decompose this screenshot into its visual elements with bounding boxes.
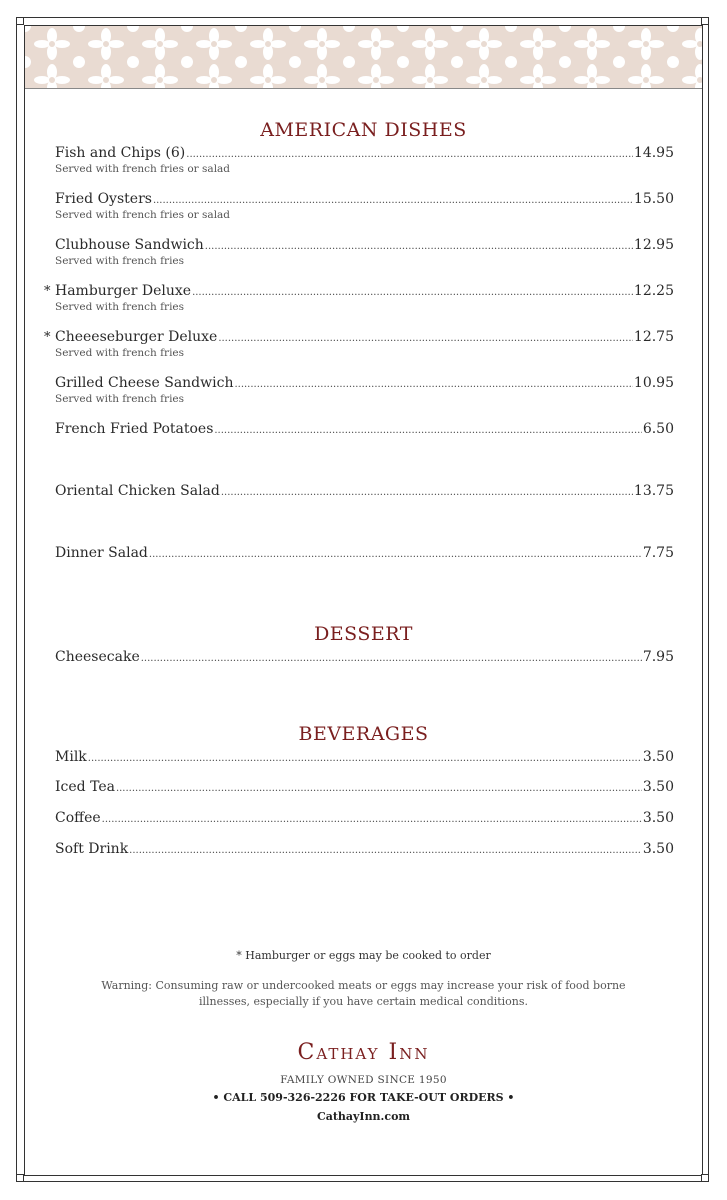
item-price: 15.50 bbox=[633, 191, 674, 207]
menu-item bbox=[55, 483, 674, 499]
corner-ornament bbox=[16, 17, 24, 25]
corner-ornament bbox=[701, 1174, 709, 1182]
item-description: Served with french fries or salad bbox=[55, 163, 231, 175]
leader-dots bbox=[153, 195, 633, 206]
item-price: 7.75 bbox=[642, 545, 674, 561]
item-marker: * bbox=[44, 330, 51, 345]
item-price: 13.75 bbox=[633, 483, 674, 499]
leader-dots bbox=[214, 425, 641, 436]
corner-ornament bbox=[16, 1174, 24, 1182]
tagline: FAMILY OWNED SINCE 1950 bbox=[280, 1074, 447, 1086]
restaurant-name: Cathay Inn bbox=[297, 1040, 430, 1065]
item-description: Served with french fries or salad bbox=[55, 209, 231, 221]
menu-item bbox=[55, 191, 674, 221]
item-description: Served with french fries bbox=[55, 255, 185, 267]
takeout-phone: • CALL 509-326-2226 FOR TAKE-OUT ORDERS • bbox=[212, 1091, 515, 1104]
menu-item bbox=[55, 421, 674, 437]
item-name: Hamburger Deluxe bbox=[55, 283, 192, 299]
decorative-pattern-banner bbox=[25, 26, 702, 89]
menu-item bbox=[55, 649, 674, 665]
menu-item bbox=[55, 375, 674, 405]
leader-dots bbox=[186, 149, 633, 160]
item-price: 12.75 bbox=[633, 329, 674, 345]
menu-item bbox=[55, 329, 674, 359]
section-title-dessert: DESSERT bbox=[314, 623, 413, 645]
menu-item bbox=[55, 237, 674, 267]
menu-item bbox=[55, 749, 674, 765]
item-name: Milk bbox=[55, 749, 87, 765]
item-name: French Fried Potatoes bbox=[55, 421, 214, 437]
leader-dots bbox=[88, 753, 642, 764]
item-price: 7.95 bbox=[642, 649, 674, 665]
item-name: Iced Tea bbox=[55, 779, 115, 795]
item-name: Fried Oysters bbox=[55, 191, 152, 207]
item-name: Fish and Chips (6) bbox=[55, 145, 186, 161]
menu-item bbox=[55, 779, 674, 795]
item-name: Dinner Salad bbox=[55, 545, 148, 561]
item-description: Served with french fries bbox=[55, 347, 185, 359]
leader-dots bbox=[221, 487, 633, 498]
menu-item bbox=[55, 810, 674, 826]
health-warning-line1: Warning: Consuming raw or undercooked meats or eggs may increase your risk of food borne bbox=[101, 979, 626, 992]
leader-dots bbox=[102, 814, 642, 825]
item-name: Grilled Cheese Sandwich bbox=[55, 375, 234, 391]
menu-item bbox=[55, 283, 674, 313]
item-price: 10.95 bbox=[633, 375, 674, 391]
leader-dots bbox=[116, 783, 642, 794]
website-link[interactable]: CathayInn.com bbox=[316, 1110, 411, 1123]
menu-item bbox=[55, 145, 674, 175]
leader-dots bbox=[205, 241, 633, 252]
leader-dots bbox=[149, 549, 642, 560]
item-name: Cheesecake bbox=[55, 649, 140, 665]
leader-dots bbox=[192, 287, 633, 298]
item-description: Served with french fries bbox=[55, 393, 185, 405]
menu-item bbox=[55, 841, 674, 857]
section-title-beverages: BEVERAGES bbox=[298, 723, 429, 745]
item-name: Clubhouse Sandwich bbox=[55, 237, 204, 253]
item-description: Served with french fries bbox=[55, 301, 185, 313]
item-price: 14.95 bbox=[633, 145, 674, 161]
section-title-american: AMERICAN DISHES bbox=[260, 119, 467, 141]
item-name: Cheeeseburger Deluxe bbox=[55, 329, 218, 345]
item-name: Soft Drink bbox=[55, 841, 129, 857]
item-marker: * bbox=[44, 284, 51, 299]
item-price: 12.25 bbox=[633, 283, 674, 299]
corner-ornament bbox=[701, 17, 709, 25]
leader-dots bbox=[218, 333, 633, 344]
item-price: 12.95 bbox=[633, 237, 674, 253]
item-price: 6.50 bbox=[642, 421, 674, 437]
item-price: 3.50 bbox=[642, 810, 674, 826]
item-name: Oriental Chicken Salad bbox=[55, 483, 220, 499]
item-name: Coffee bbox=[55, 810, 101, 826]
leader-dots bbox=[129, 845, 642, 856]
health-warning-line2: illnesses, especially if you have certain medical conditions. bbox=[198, 995, 529, 1008]
item-price: 3.50 bbox=[642, 749, 674, 765]
leader-dots bbox=[141, 653, 642, 664]
leader-dots bbox=[234, 379, 632, 390]
item-price: 3.50 bbox=[642, 841, 674, 857]
cook-order-note: * Hamburger or eggs may be cooked to order bbox=[236, 949, 491, 962]
menu-item bbox=[55, 545, 674, 561]
item-price: 3.50 bbox=[642, 779, 674, 795]
